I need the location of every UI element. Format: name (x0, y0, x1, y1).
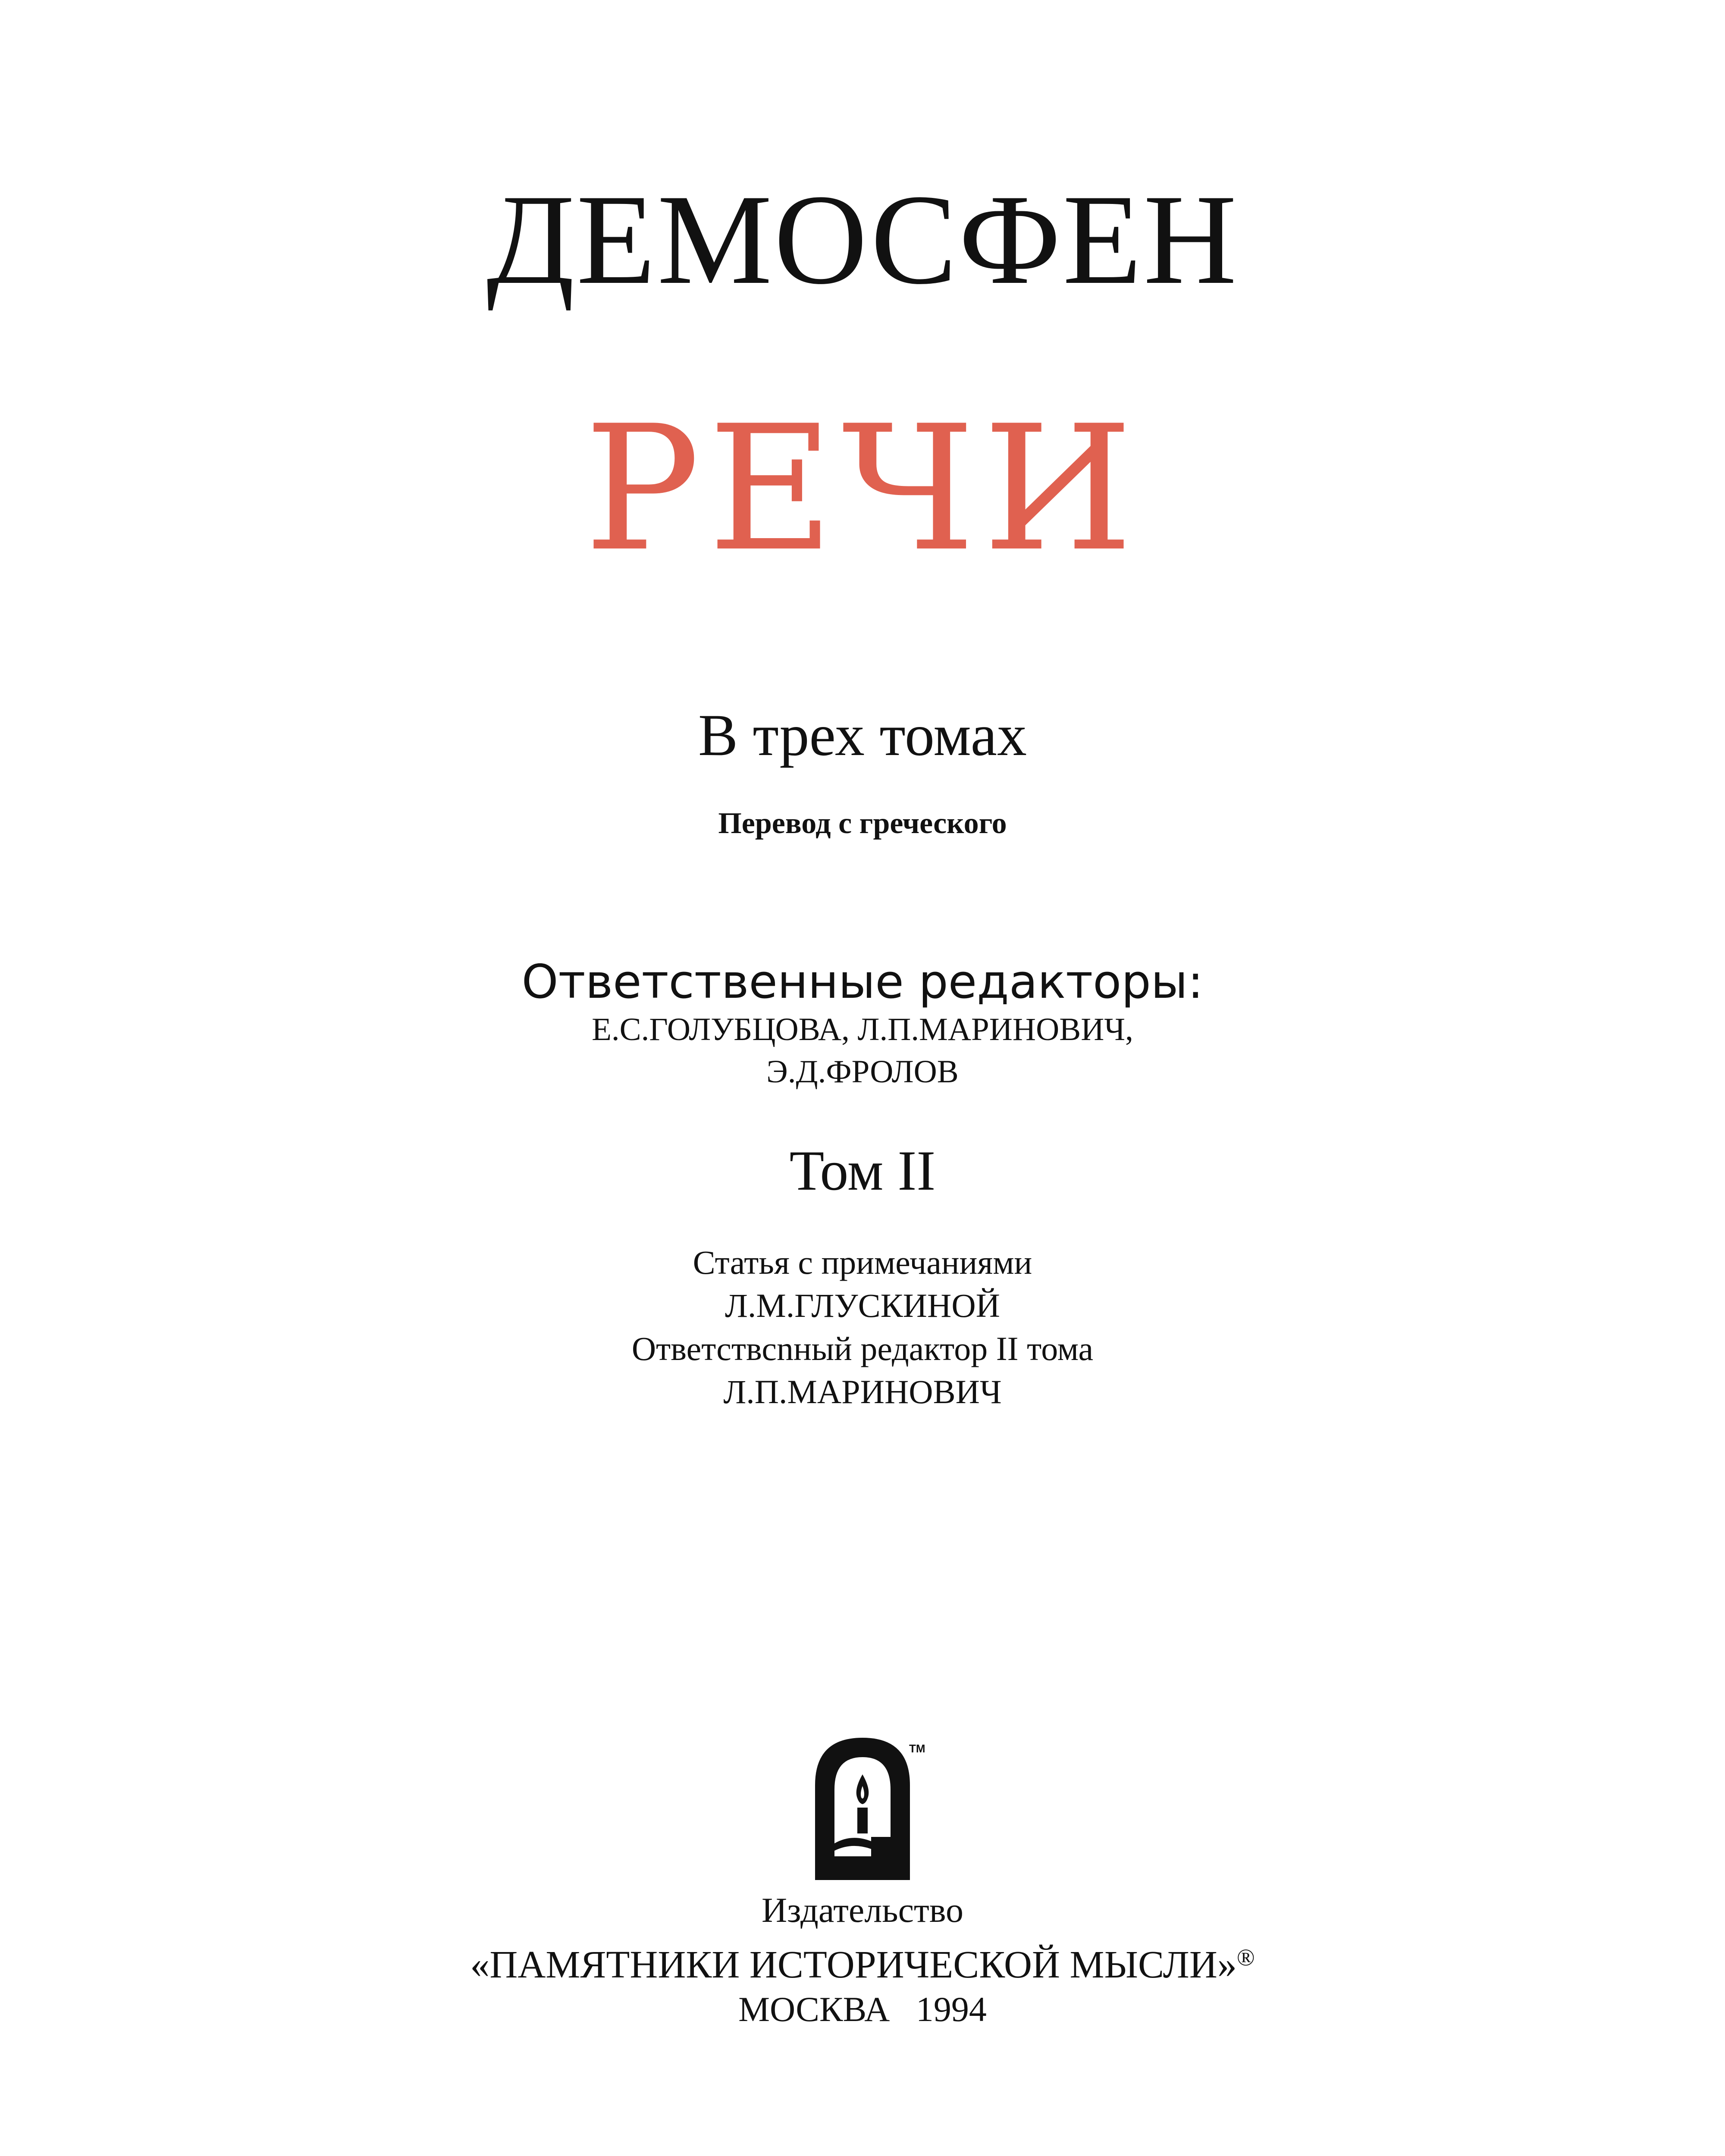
publisher-name-text: «ПАМЯТНИКИ ИСТОРИЧЕСКОЙ МЫСЛИ» (470, 1943, 1237, 1986)
publisher-name (0, 1934, 1725, 1989)
imprint-city-year: МОСКВА 1994 (738, 1990, 987, 2029)
volume-editor-label: Ответствсnный редактор II тома (631, 1330, 1094, 1367)
book-title: РЕЧИ (584, 389, 1141, 589)
editors-heading: Ответственные редакторы: (521, 955, 1204, 1009)
candle-book-arch-icon (811, 1733, 914, 1880)
registered-mark: ® (1236, 1944, 1255, 1971)
trademark-mark: TM (909, 1742, 925, 1755)
editors-names-continued: Э.Д.ФРОЛОВ (766, 1054, 959, 1090)
translation-note: Перевод с греческого (718, 807, 1007, 840)
editors-names: Е.С.ГОЛУБЦОВА, Л.П.МАРИНОВИЧ, (592, 1012, 1133, 1047)
book-author: ДЕМОСФЕН (486, 168, 1239, 311)
volume-number: Том II (789, 1139, 936, 1202)
article-label: Статья с примечаниями (693, 1244, 1032, 1281)
volume-editor-name: Л.П.МАРИНОВИЧ (723, 1373, 1002, 1410)
volumes-note: В трех томах (698, 702, 1027, 768)
article-author: Л.М.ГЛУСКИНОЙ (725, 1287, 1000, 1324)
publisher-label: Издательство (761, 1890, 964, 1930)
